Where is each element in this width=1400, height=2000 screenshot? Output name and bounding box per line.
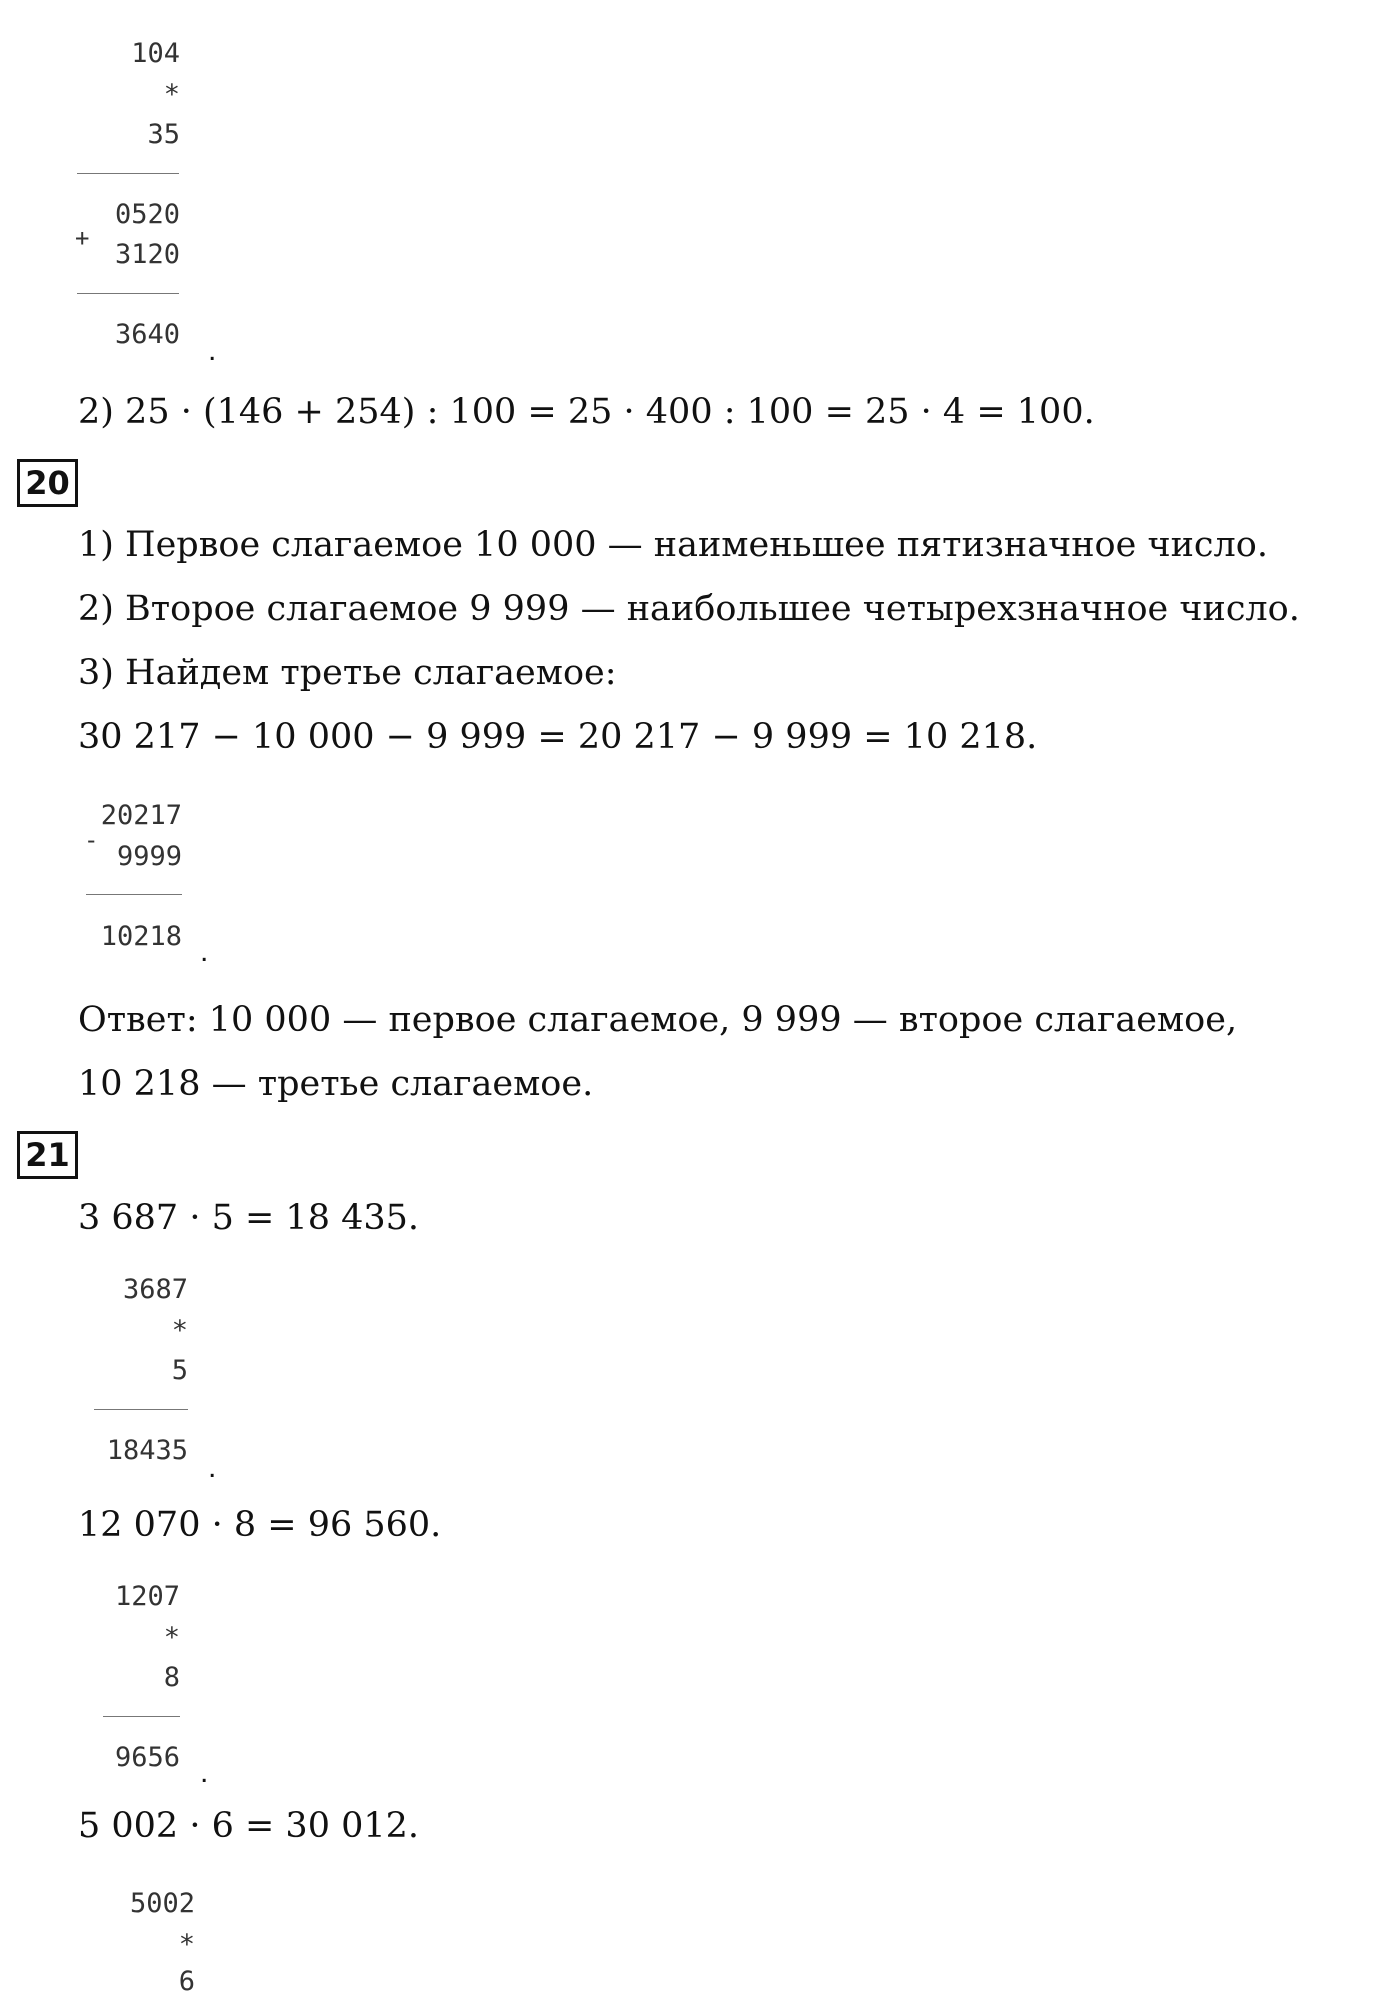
product-result: 3640 (114, 319, 180, 350)
period-mark: . (200, 935, 209, 968)
task21-equation-3: 5 002 · 6 = 30 012. (78, 1806, 420, 1846)
factor-a: 5002 (129, 1888, 195, 1919)
task-number-badge: 20 (17, 459, 78, 507)
task21-equation-1: 3 687 · 5 = 18 435. (78, 1198, 420, 1238)
period-mark: . (200, 1756, 209, 1789)
subtrahend: 9999 (116, 841, 182, 872)
factor-b: 8 (163, 1662, 180, 1693)
factor-b: 35 (147, 119, 180, 150)
partial-product-1: 0520 (114, 199, 180, 230)
product-result: 18435 (106, 1435, 188, 1466)
task-number-badge: 21 (17, 1131, 78, 1179)
operator-minus: - (84, 826, 99, 854)
factor-a: 3687 (122, 1274, 188, 1305)
divider-line (103, 1716, 180, 1717)
task19-step2-equation: 2) 25 · (146 + 254) : 100 = 25 · 400 : 100 = 25 · 4 = 100. (78, 392, 1095, 432)
operator-multiply: * (163, 79, 180, 110)
product-result: 9656 (114, 1742, 180, 1773)
task21-equation-2: 12 070 · 8 = 96 560. (78, 1505, 442, 1545)
divider-line (86, 894, 182, 895)
difference-result: 10218 (100, 921, 182, 952)
task20-answer-line2: 10 218 — третье слагаемое. (78, 1064, 594, 1104)
factor-a: 1207 (114, 1581, 180, 1612)
factor-a: 104 (131, 38, 180, 69)
partial-product-2: 3120 (114, 239, 180, 270)
operator-plus: + (75, 224, 90, 252)
task20-equation: 30 217 − 10 000 − 9 999 = 20 217 − 9 999 = 10 218. (78, 717, 1038, 757)
divider-line (94, 1409, 188, 1410)
operator-multiply: * (163, 1622, 180, 1653)
task20-answer-line1: Ответ: 10 000 — первое слагаемое, 9 999 — второе слагаемое, (78, 1000, 1238, 1040)
operator-multiply: * (171, 1315, 188, 1346)
period-mark: . (208, 334, 217, 367)
task20-step2: 2) Второе слагаемое 9 999 — наибольшее четырехзначное число. (78, 589, 1300, 629)
task20-step3: 3) Найдем третье слагаемое: (78, 653, 617, 693)
task20-step1: 1) Первое слагаемое 10 000 — наименьшее пятизначное число. (78, 525, 1268, 565)
minuend: 20217 (100, 800, 182, 831)
divider-line (77, 293, 179, 294)
operator-multiply: * (178, 1929, 195, 1960)
divider-line (77, 173, 179, 174)
factor-b: 6 (178, 1966, 195, 1997)
factor-b: 5 (171, 1355, 188, 1386)
period-mark: . (208, 1451, 217, 1484)
